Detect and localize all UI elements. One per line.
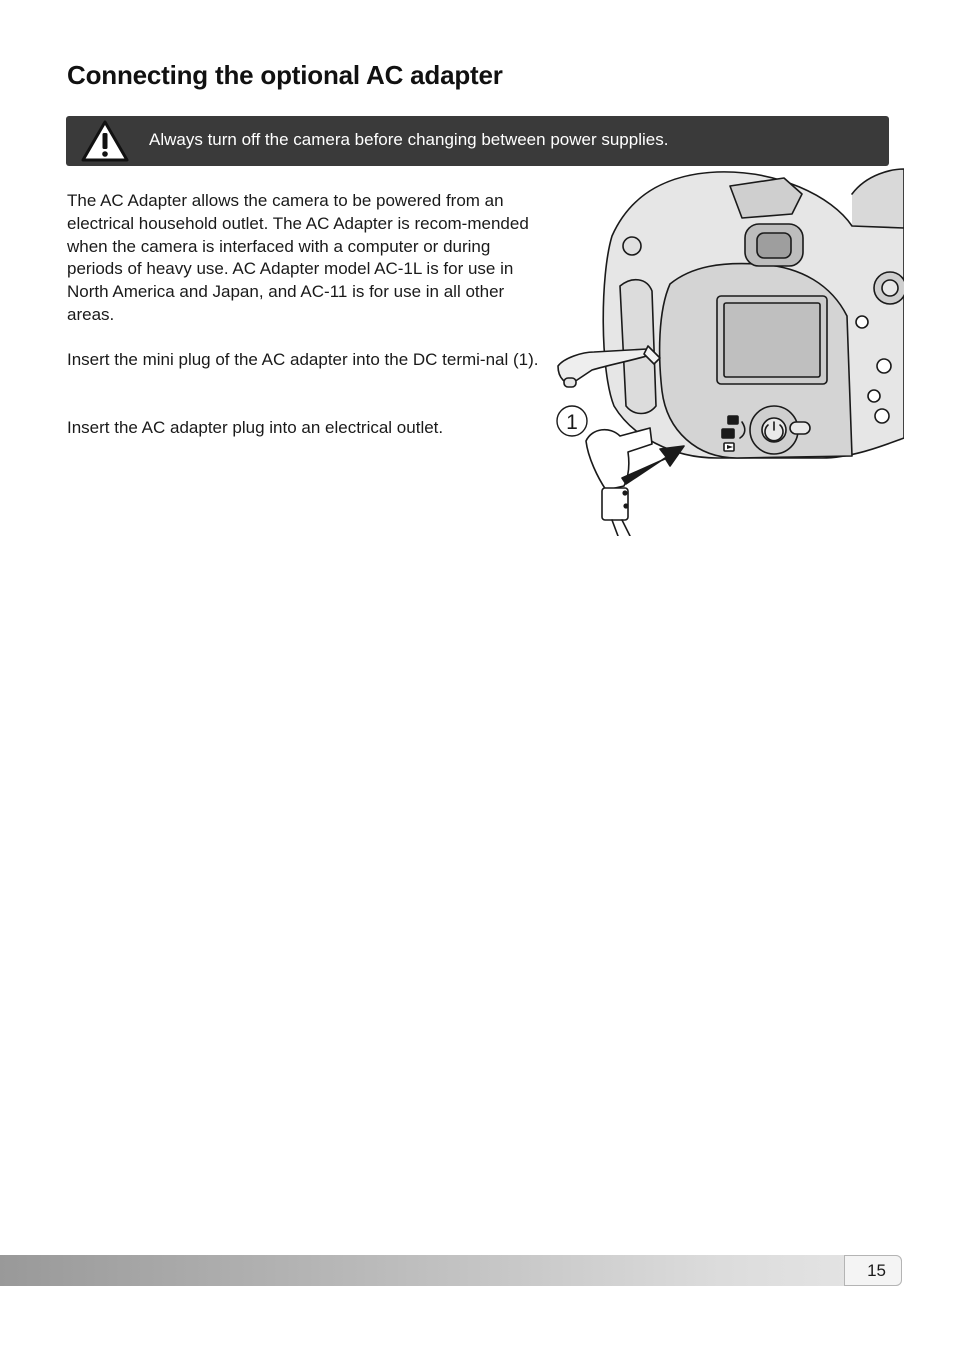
instruction-paragraph: Insert the mini plug of the AC adapter into the DC termi-nal (1). (67, 350, 539, 369)
instruction-paragraph: Insert the AC adapter plug into an electrical outlet. (67, 418, 444, 437)
page-title: Connecting the optional AC adapter (67, 60, 503, 90)
intro-paragraph: The AC Adapter allows the camera to be powered from an electrical household outlet. The AC Adapter is recom-mended when the camera is interfaced with a computer or during periods of heavy use. AC Adapter model AC-1L is for use in North America and Japan, and AC-11 is for use in all other areas. (67, 191, 529, 324)
caution-banner (66, 116, 889, 166)
page-number-box (844, 1255, 902, 1286)
camera-dc-terminal-illustration (552, 166, 904, 536)
caution-text: Always turn off the camera before changing between power supplies. (149, 130, 669, 149)
page-number: 15 (867, 1261, 886, 1280)
callout-number: 1 (566, 411, 578, 434)
ac-adapter-cable (612, 520, 630, 536)
footer-bar (0, 1255, 902, 1286)
warning-triangle-icon (80, 119, 130, 163)
viewfinder-hump (730, 178, 802, 218)
ac-adapter-plug (586, 428, 652, 490)
